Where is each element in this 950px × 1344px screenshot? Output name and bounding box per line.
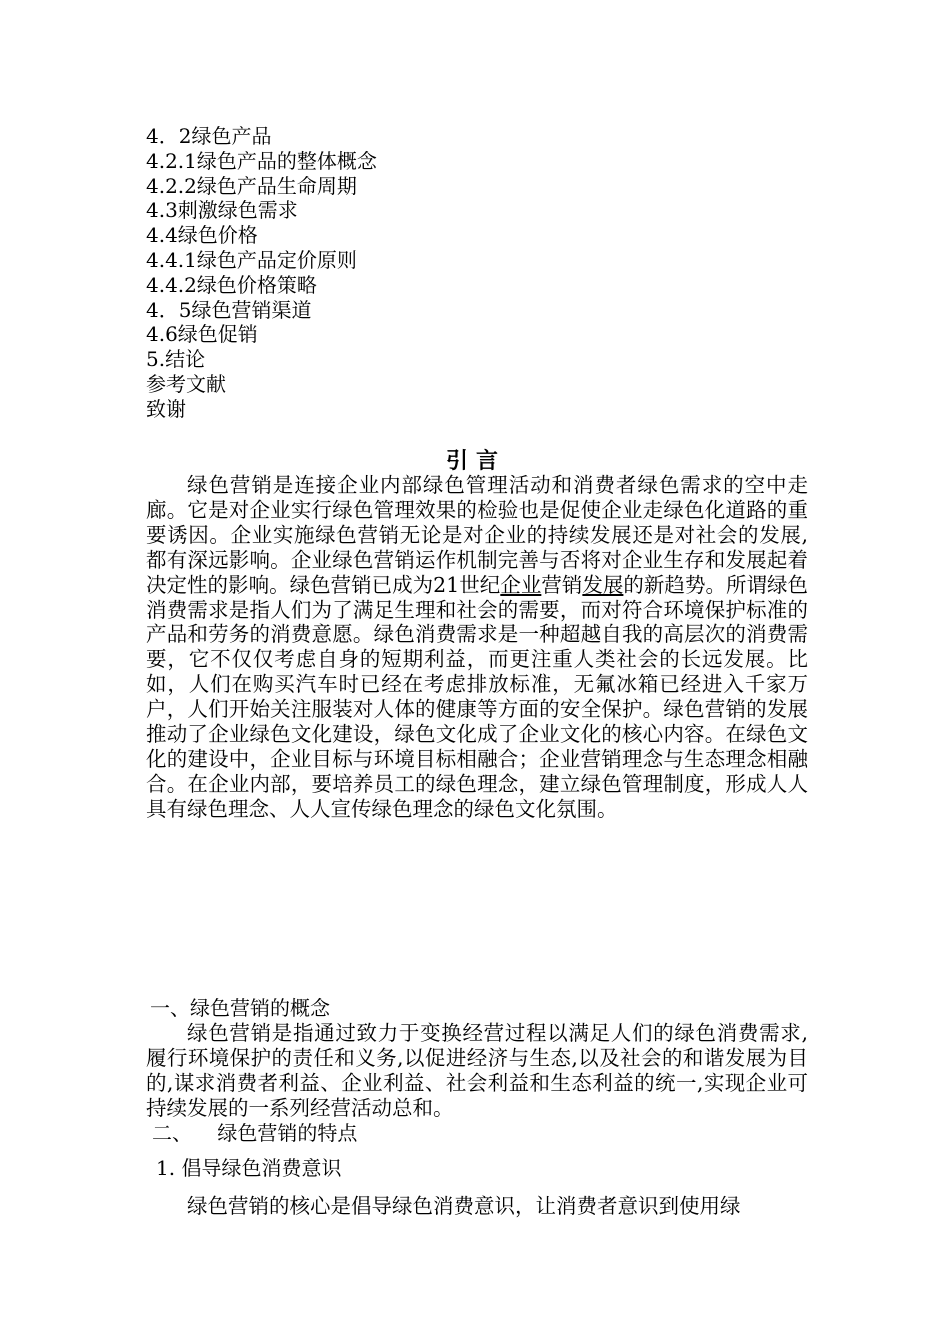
intro-title: 引言: [445, 449, 506, 474]
section2-heading: 二、 绿色营销的特点: [152, 1121, 358, 1145]
toc-entry: 4．2绿色产品: [146, 124, 272, 148]
intro-text-part3: 的新趋势。所谓绿色消费需求是指人们为了满足生理和社会的需要，而对符合环境保护标准的产品和劳务的消费意愿。绿色消费需求是一种超越自我的高层次的消费需要，它不仅仅考虑自身的短期利益，而更注重人类社会的长远发展。比如，人们在购买汽车时已经在考虑排放标准，无氟冰箱已经进入千家万户，人们开始关注服装对人体的健康等方面的安全保护。绿色营销的发展推动了企业绿色文化建设，绿色文化成了企业文化的核心内容。在绿色文化的建设中，企业目标与环境目标相融合；企业营销理念与生态理念相融合。在企业内部，要培养员工的绿色理念，建立绿色管理制度，形成人人具有绿色理念、人人宣传绿色理念的绿色文化氛围。: [146, 572, 809, 821]
toc-entry: 4.3刺激绿色需求: [146, 198, 298, 223]
intro-paragraph: [146, 473, 808, 822]
toc-entry: 致谢: [146, 396, 186, 421]
link-enterprise[interactable]: 企业: [500, 572, 542, 597]
toc-entry: 4.4.2绿色价格策略: [146, 272, 317, 297]
toc-entry: 4.4.1绿色产品定价原则: [146, 247, 357, 272]
toc-entry: 4．5绿色营销渠道: [146, 297, 312, 322]
toc-entry: 4.2.2绿色产品生命周期: [146, 173, 357, 198]
toc-entry: 5.结论: [146, 347, 206, 372]
toc-entry: 参考文献: [146, 371, 226, 396]
section1-heading: 一、绿色营销的概念: [150, 996, 330, 1020]
intro-text-part2: 营销: [541, 572, 583, 597]
subsection1-heading: 1. 倡导绿色消费意识: [156, 1156, 342, 1180]
link-development[interactable]: 发展: [582, 572, 624, 597]
section1-paragraph: 绿色营销是指通过致力于变换经营过程以满足人们的绿色消费需求,履行环境保护的责任和义务,以促进经济与生态,以及社会的和谐发展为目的,谋求消费者利益、企业利益、社会利益和生态利益的统一,实现企业可持续发展的一系列经营活动总和。: [146, 1021, 808, 1120]
table-of-contents: [146, 124, 806, 422]
toc-entry: 4.2.1绿色产品的整体概念: [146, 148, 377, 173]
toc-entry: 4.4绿色价格: [146, 223, 258, 248]
toc-entry: 4.6绿色促销: [146, 322, 258, 347]
intro-text-part1: 绿色营销是连接企业内部绿色管理活动和消费者绿色需求的空中走廊。它是对企业实行绿色管理效果的检验也是促使企业走绿色化道路的重要诱因。企业实施绿色营销无论是对企业的持续发展还是对社会的发展,都有深远影响。企业绿色营销运作机制完善与否将对企业生存和发展起着决定性的影响。绿色营销已成为21世纪: [146, 473, 808, 597]
subsection1-paragraph: 绿色营销的核心是倡导绿色消费意识，让消费者意识到使用绿: [187, 1194, 741, 1218]
